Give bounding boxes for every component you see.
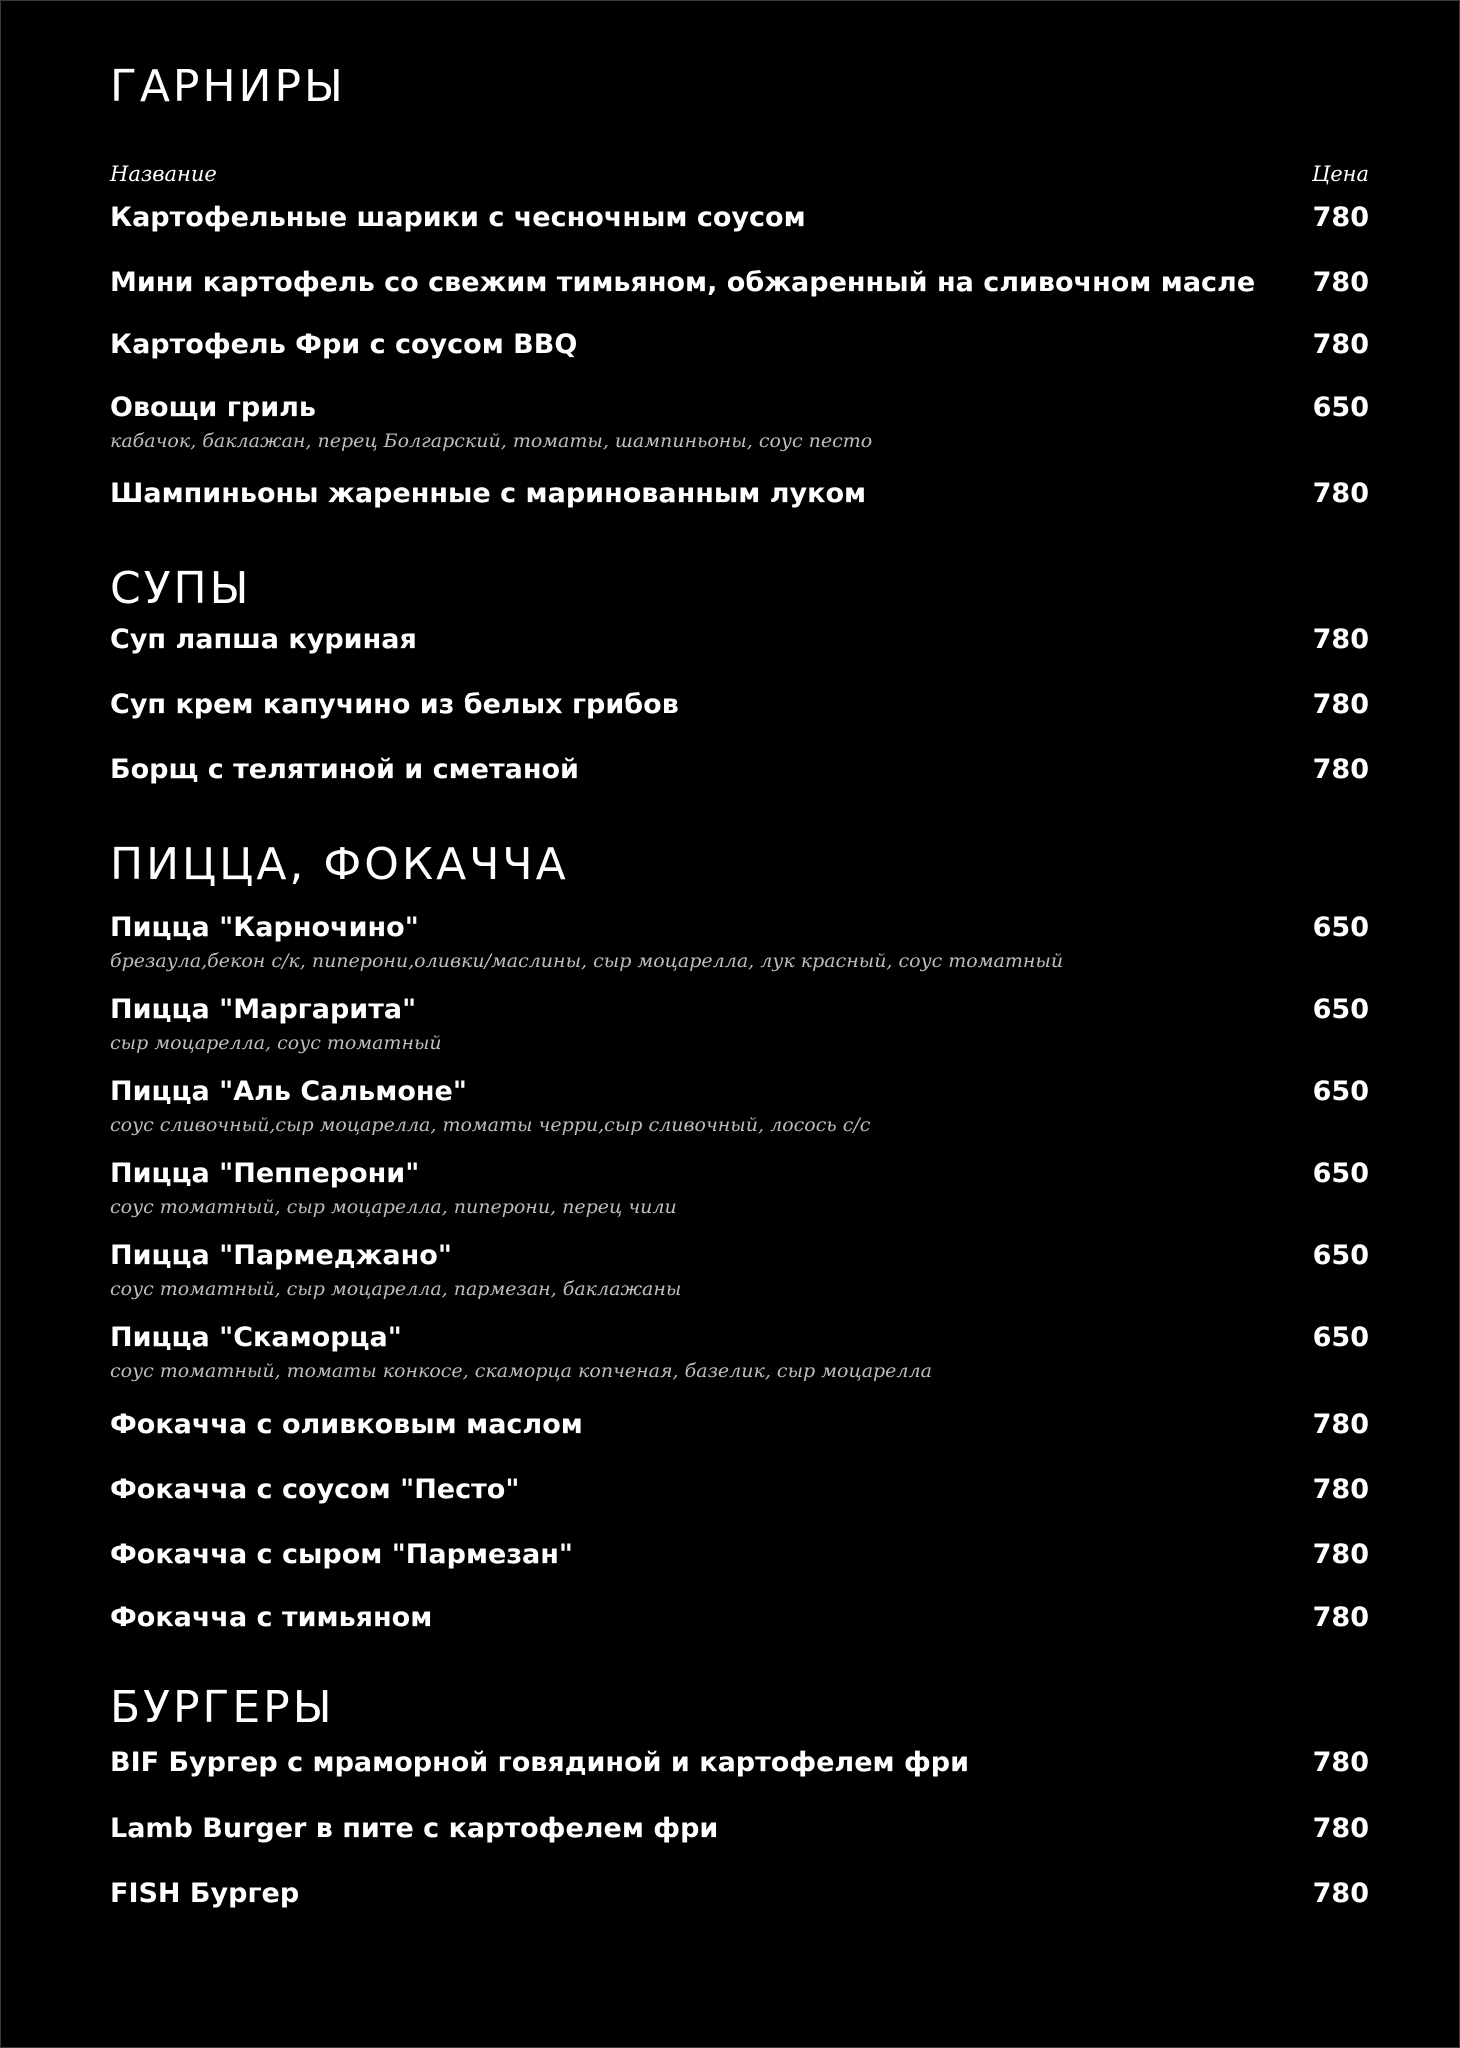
menu-item-description: брезаула,бекон с/к, пиперони,оливки/маслины, сыр моцарелла, лук красный, соус томатный [110,950,1064,972]
section-title-soups: СУПЫ [110,563,252,614]
menu-item-price: 780 [1312,1602,1369,1633]
section-title-garnish: ГАРНИРЫ [110,61,346,112]
menu-item-name: Суп лапша куриная [110,624,417,655]
section-title-pizza-focaccia: ПИЦЦА, ФОКАЧЧА [110,839,569,890]
menu-item-price: 780 [1312,329,1369,360]
menu-item-price: 780 [1312,1878,1369,1909]
column-header-name: Название [110,162,217,186]
menu-item-price: 780 [1312,1474,1369,1505]
menu-item-name: FISH Бургер [110,1878,300,1909]
menu-item-description: соус томатный, сыр моцарелла, пиперони, перец чили [110,1196,677,1218]
menu-item-price: 780 [1312,1747,1369,1778]
menu-item-name: Шампиньоны жаренные с маринованным луком [110,478,867,509]
menu-item-name: Фокачча с оливковым маслом [110,1409,583,1440]
menu-item-price: 780 [1312,1539,1369,1570]
menu-item-name: Пицца "Пармеджано" [110,1240,452,1271]
menu-item-price: 650 [1312,1322,1369,1353]
menu-item-name: Пицца "Скаморца" [110,1322,402,1353]
menu-item-name: BIF Бургер с мраморной говядиной и картофелем фри [110,1747,970,1778]
menu-item-price: 650 [1312,392,1369,423]
menu-item-price: 780 [1312,478,1369,509]
menu-item-description: сыр моцарелла, соус томатный [110,1032,442,1054]
menu-item-name: Фокачча с соусом "Песто" [110,1474,520,1505]
menu-item-price: 650 [1312,994,1369,1025]
menu-item-name: Пицца "Аль Сальмоне" [110,1076,467,1107]
menu-item-name: Мини картофель со свежим тимьяном, обжаренный на сливочном масле [110,267,1256,298]
menu-item-price: 780 [1312,202,1369,233]
menu-item-description: кабачок, баклажан, перец Болгарский, томаты, шампиньоны, соус песто [110,430,873,452]
menu-item-price: 780 [1312,1409,1369,1440]
menu-item-description: соус томатный, томаты конкосе, скаморца копченая, базелик, сыр моцарелла [110,1360,932,1382]
menu-item-name: Овощи гриль [110,392,316,423]
section-title-burgers: БУРГЕРЫ [110,1682,335,1733]
menu-item-price: 780 [1312,1813,1369,1844]
menu-item-name: Фокачча с сыром "Пармезан" [110,1539,573,1570]
menu-item-name: Пицца "Маргарита" [110,994,417,1025]
menu-item-name: Картофель Фри с соусом BBQ [110,329,578,360]
menu-item-description: соус сливочный,сыр моцарелла, томаты черри,сыр сливочный, лосось с/с [110,1114,871,1136]
column-header-price: Цена [1311,162,1369,186]
menu-item-name: Фокачча с тимьяном [110,1602,433,1633]
menu-item-name: Lamb Burger в пите с картофелем фри [110,1813,719,1844]
menu-item-price: 650 [1312,912,1369,943]
menu-item-price: 780 [1312,624,1369,655]
menu-item-name: Картофельные шарики с чесночным соусом [110,202,806,233]
menu-item-price: 780 [1312,267,1369,298]
menu-item-price: 650 [1312,1158,1369,1189]
menu-item-description: соус томатный, сыр моцарелла, пармезан, баклажаны [110,1278,682,1300]
menu-item-name: Суп крем капучино из белых грибов [110,689,679,720]
menu-item-price: 780 [1312,689,1369,720]
menu-item-price: 650 [1312,1076,1369,1107]
menu-item-name: Борщ с телятиной и сметаной [110,754,579,785]
menu-item-name: Пицца "Пепперони" [110,1158,420,1189]
menu-item-name: Пицца "Карночино" [110,912,419,943]
menu-item-price: 780 [1312,754,1369,785]
menu-item-price: 650 [1312,1240,1369,1271]
